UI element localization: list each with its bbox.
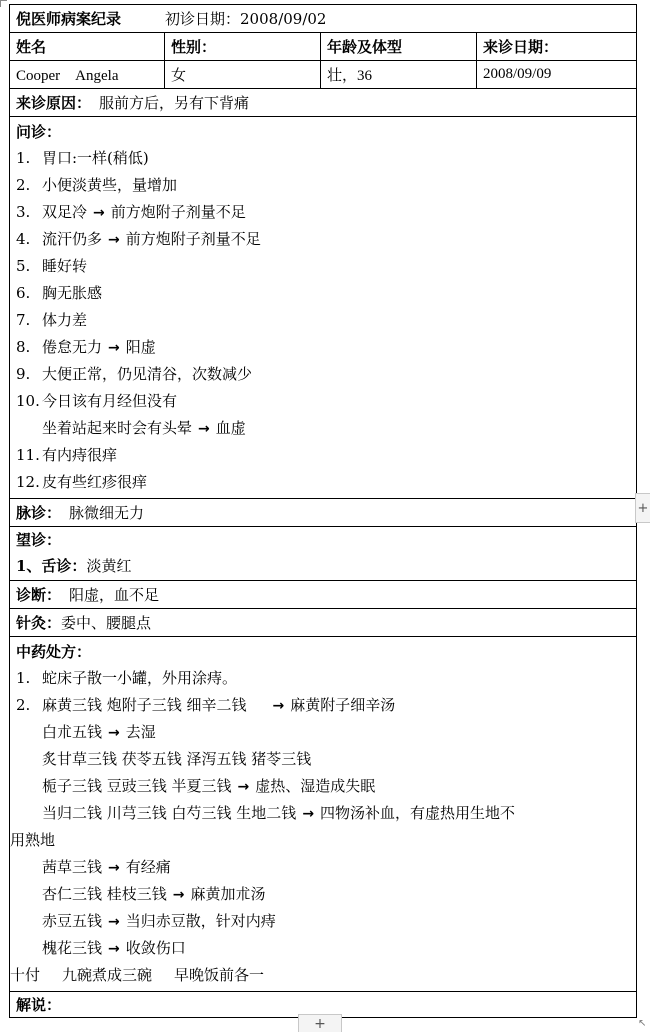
- inquiry-item: [16, 442, 636, 469]
- inquiry-item-number: 10.: [16, 392, 40, 410]
- page-corner-marker: [0, 0, 7, 7]
- inquiry-item-text: 流汗仍多: [42, 230, 103, 248]
- header-age: 年龄及体型: [321, 33, 477, 60]
- herb-line-text: 炙甘草三钱 茯苓五钱 泽泻五钱 猪苓三钱: [42, 750, 312, 768]
- herb-line: [16, 854, 636, 881]
- herb-line: [10, 827, 636, 854]
- arrow-icon: →: [272, 698, 285, 714]
- inquiry-item-number: 5.: [16, 257, 31, 275]
- herb-line-result: 虚热、湿造成失眠: [255, 777, 376, 795]
- reason-text: 服前方后，另有下背痛: [99, 94, 250, 112]
- inquiry-item-result: 前方炮附子剂量不足: [125, 230, 261, 248]
- acupuncture-label: 针灸：: [16, 614, 62, 632]
- dosage-method: 九碗煮成三碗: [62, 966, 153, 984]
- inquiry-item: [16, 469, 636, 496]
- inquiry-item-text: 有内痔很痒: [42, 446, 118, 464]
- herb-line-result: 去湿: [125, 723, 156, 741]
- herb-line-text: 当归二钱 川芎三钱 白芍三钱 生地二钱: [42, 804, 297, 822]
- reason-row: [10, 89, 636, 117]
- add-column-button[interactable]: +: [635, 493, 650, 523]
- herb-item-1-text: 蛇床子散一小罐，外用涂痔。: [42, 669, 238, 687]
- inquiry-item-number: 1.: [16, 149, 31, 167]
- inquiry-list: [16, 145, 636, 496]
- herb-line-text: 栀子三钱 豆豉三钱 半夏三钱: [42, 777, 232, 795]
- dosage-line: [10, 962, 636, 989]
- arrow-icon: →: [302, 806, 315, 822]
- diagnosis-text: 阳虚，血不足: [69, 586, 160, 604]
- acupuncture-row: [10, 609, 636, 637]
- inquiry-item-text: 双足冷: [42, 203, 88, 221]
- inquiry-item-number: 8.: [16, 338, 31, 356]
- inquiry-item-text: 胃口:一样(稍低): [42, 149, 149, 167]
- inquiry-item-text: 坐着站起来时会有头晕: [42, 419, 193, 437]
- herb-line: [16, 908, 636, 935]
- herbs-label: 中药处方：: [16, 643, 92, 661]
- herb-line-result: 有经痛: [125, 858, 171, 876]
- inquiry-item-number: 12.: [16, 473, 40, 491]
- tongue-text: 淡黄红: [86, 557, 132, 575]
- case-record-table: [9, 4, 637, 1018]
- title-row: [10, 5, 636, 33]
- arrow-icon: →: [93, 205, 105, 221]
- pulse-row: [10, 499, 636, 527]
- herb-lines: [10, 692, 636, 962]
- inquiry-item: [16, 361, 636, 388]
- visit-date: 2008/09/09: [483, 66, 552, 82]
- arrow-icon: →: [172, 887, 185, 903]
- inquiry-item-text: 今日该有月经但没有: [42, 392, 178, 410]
- inquiry-item-number: 2.: [16, 176, 31, 194]
- observe-section: [10, 527, 636, 581]
- herb-line: [16, 692, 636, 719]
- herb-line-text: 茜草三钱: [42, 858, 103, 876]
- herb-line: [16, 719, 636, 746]
- pulse-label: 脉诊：: [16, 504, 62, 522]
- herb-line: [16, 773, 636, 800]
- explain-label: 解说：: [16, 996, 62, 1014]
- arrow-icon: →: [198, 421, 210, 437]
- patient-age: 壮，36: [321, 61, 477, 88]
- diagnosis-row: [10, 581, 636, 609]
- tongue-label: 1、舌诊：: [16, 557, 87, 575]
- herb-line-text: 麻黄三钱 炮附子三钱 细辛二钱: [42, 696, 247, 714]
- herb-line-text: 槐花三钱: [42, 939, 103, 957]
- herb-line-result: 麻黄附子细辛汤: [290, 696, 396, 714]
- add-row-button[interactable]: +: [298, 1014, 342, 1032]
- inquiry-item: [16, 172, 636, 199]
- observe-label: 望诊：: [16, 531, 62, 549]
- inquiry-item-text: 胸无胀感: [42, 284, 103, 302]
- patient-gender: 女: [165, 61, 321, 88]
- dosage-count: 十付: [10, 966, 41, 984]
- arrow-icon: →: [108, 860, 120, 876]
- patient-name: Cooper Angela: [10, 61, 165, 88]
- herb-line-text: 白朮五钱: [42, 723, 103, 741]
- header-gender: 性别：: [165, 33, 321, 60]
- inquiry-item-result: 前方炮附子剂量不足: [110, 203, 246, 221]
- inquiry-item: [16, 334, 636, 361]
- herb-line-text: 用熟地: [10, 831, 56, 849]
- inquiry-item-text: 小便淡黄些，量增加: [42, 176, 178, 194]
- herb-line: [16, 800, 636, 827]
- dosage-timing: 早晚饭前各一: [174, 966, 265, 984]
- inquiry-item-text: 大便正常，仍见清谷，次数减少: [42, 365, 253, 383]
- inquiry-section: [10, 117, 636, 499]
- inquiry-item-number: 3.: [16, 203, 31, 221]
- inquiry-item-text: 体力差: [42, 311, 88, 329]
- herbs-section: [10, 637, 636, 992]
- inquiry-item: [16, 199, 636, 226]
- herb-line: [16, 881, 636, 908]
- inquiry-item-text: 睡好转: [42, 257, 88, 275]
- arrow-icon: →: [237, 779, 250, 795]
- inquiry-item: [16, 145, 636, 172]
- arrow-icon: →: [108, 340, 120, 356]
- inquiry-item-number: 11.: [16, 446, 40, 464]
- record-title: 倪医师病案纪录: [16, 10, 122, 28]
- inquiry-item: [16, 307, 636, 334]
- inquiry-item-number: 6.: [16, 284, 31, 302]
- arrow-icon: →: [108, 914, 120, 930]
- arrow-icon: →: [108, 725, 120, 741]
- herb-line: [16, 935, 636, 962]
- resize-handle-icon[interactable]: ↖: [638, 1018, 647, 1029]
- herb-line-result: 收敛伤口: [125, 939, 186, 957]
- first-visit-date: 初诊日期：2008/09/02: [165, 10, 327, 28]
- inquiry-item-result: 血虚: [215, 419, 246, 437]
- arrow-icon: →: [108, 232, 120, 248]
- header-name: 姓名: [10, 33, 165, 60]
- herb-item-1-number: 1.: [16, 669, 31, 687]
- inquiry-item: [16, 415, 636, 442]
- inquiry-item-text: 倦怠无力: [42, 338, 103, 356]
- herb-line-result: 四物汤补血，有虚热用生地不: [320, 804, 516, 822]
- value-row: [10, 61, 636, 89]
- inquiry-label: 问诊：: [16, 123, 62, 141]
- inquiry-item: [16, 280, 636, 307]
- pulse-text: 脉微细无力: [69, 504, 145, 522]
- inquiry-item-number: 9.: [16, 365, 31, 383]
- herb-line-result: 麻黄加朮汤: [190, 885, 266, 903]
- herb-line: [16, 746, 636, 773]
- header-row: [10, 33, 636, 61]
- herb-item-1: [16, 665, 636, 692]
- inquiry-item-number: 4.: [16, 230, 31, 248]
- herb-line-result: 当归赤豆散，针对内痔: [125, 912, 276, 930]
- tongue-line: [16, 553, 636, 580]
- inquiry-item: [16, 253, 636, 280]
- inquiry-item-number: 7.: [16, 311, 31, 329]
- inquiry-item-text: 皮有些红疹很痒: [42, 473, 148, 491]
- arrow-icon: →: [108, 941, 120, 957]
- diagnosis-label: 诊断：: [16, 586, 62, 604]
- herb-line-text: 杏仁三钱 桂枝三钱: [42, 885, 167, 903]
- header-visit-date: 来诊日期：: [483, 38, 559, 56]
- herb-item-2-number: 2.: [16, 696, 31, 714]
- inquiry-item: [16, 226, 636, 253]
- acupuncture-text: 委中、腰腿点: [61, 614, 152, 632]
- herb-line-text: 赤豆五钱: [42, 912, 103, 930]
- inquiry-item-result: 阳虚: [125, 338, 156, 356]
- reason-label: 来诊原因：: [16, 94, 92, 112]
- inquiry-item: [16, 388, 636, 415]
